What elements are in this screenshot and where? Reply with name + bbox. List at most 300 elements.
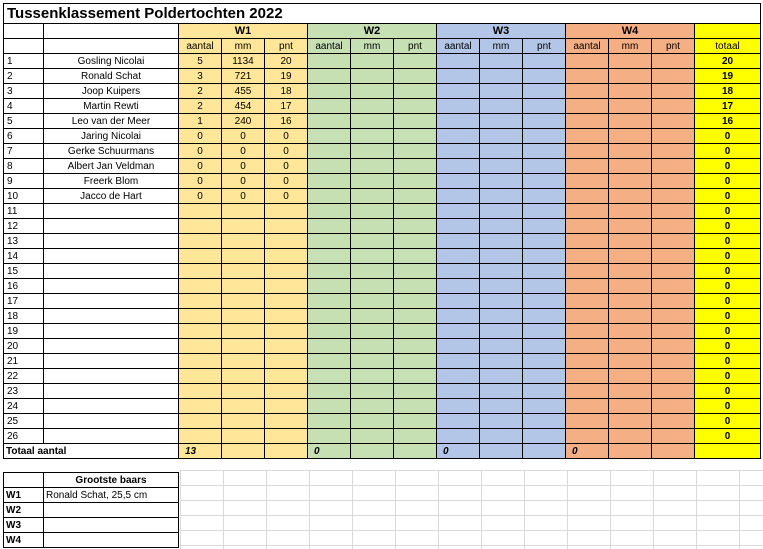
name-cell[interactable] bbox=[44, 294, 179, 309]
week-cell[interactable] bbox=[523, 69, 566, 84]
week-cell[interactable] bbox=[351, 339, 394, 354]
week-cell[interactable] bbox=[566, 54, 609, 69]
week-cell[interactable] bbox=[351, 309, 394, 324]
w1-aantal-cell[interactable] bbox=[179, 249, 222, 264]
week-cell[interactable] bbox=[609, 129, 652, 144]
w1-pnt-cell[interactable] bbox=[265, 249, 308, 264]
total-w4[interactable]: 0 bbox=[566, 444, 609, 459]
name-cell[interactable] bbox=[44, 279, 179, 294]
totaal-cell[interactable]: 0 bbox=[695, 144, 761, 159]
w1-pnt-cell[interactable]: 17 bbox=[265, 99, 308, 114]
w1-aantal-cell[interactable] bbox=[179, 204, 222, 219]
w1-aantal-cell[interactable] bbox=[179, 414, 222, 429]
rank-cell[interactable]: 24 bbox=[4, 399, 44, 414]
week-cell[interactable] bbox=[394, 339, 437, 354]
rank-cell[interactable]: 1 bbox=[4, 54, 44, 69]
w1-pnt-cell[interactable]: 0 bbox=[265, 159, 308, 174]
week-cell[interactable] bbox=[609, 324, 652, 339]
rank-cell[interactable]: 11 bbox=[4, 204, 44, 219]
week-cell[interactable] bbox=[652, 249, 695, 264]
totaal-cell[interactable]: 0 bbox=[695, 264, 761, 279]
w1-aantal-cell[interactable]: 2 bbox=[179, 99, 222, 114]
week-cell[interactable] bbox=[609, 339, 652, 354]
week-cell[interactable] bbox=[308, 129, 351, 144]
week-cell[interactable] bbox=[308, 219, 351, 234]
week-cell[interactable] bbox=[652, 279, 695, 294]
week-cell[interactable] bbox=[351, 354, 394, 369]
w1-aantal-cell[interactable]: 0 bbox=[179, 159, 222, 174]
week-cell[interactable] bbox=[609, 54, 652, 69]
week-cell[interactable] bbox=[351, 99, 394, 114]
totaal-cell[interactable]: 0 bbox=[695, 414, 761, 429]
week-cell[interactable] bbox=[609, 429, 652, 444]
totaal-cell[interactable]: 18 bbox=[695, 84, 761, 99]
week-cell[interactable] bbox=[523, 189, 566, 204]
week-cell[interactable] bbox=[437, 144, 480, 159]
week-cell[interactable] bbox=[652, 384, 695, 399]
week-cell[interactable] bbox=[308, 324, 351, 339]
week-cell[interactable] bbox=[308, 144, 351, 159]
week-cell[interactable] bbox=[566, 414, 609, 429]
w1-mm-cell[interactable]: 455 bbox=[222, 84, 265, 99]
week-cell[interactable] bbox=[523, 54, 566, 69]
totaal-cell[interactable]: 0 bbox=[695, 384, 761, 399]
name-cell[interactable]: Gosling Nicolai bbox=[44, 54, 179, 69]
week-cell[interactable] bbox=[652, 99, 695, 114]
week-cell[interactable] bbox=[566, 84, 609, 99]
week-cell[interactable] bbox=[609, 279, 652, 294]
week-cell[interactable] bbox=[480, 129, 523, 144]
week-cell[interactable] bbox=[609, 294, 652, 309]
week-cell[interactable] bbox=[652, 219, 695, 234]
week-cell[interactable] bbox=[308, 84, 351, 99]
week-cell[interactable] bbox=[394, 414, 437, 429]
week-cell[interactable] bbox=[609, 309, 652, 324]
w1-pnt-cell[interactable]: 20 bbox=[265, 54, 308, 69]
w1-aantal-cell[interactable] bbox=[179, 429, 222, 444]
totaal-cell[interactable]: 0 bbox=[695, 174, 761, 189]
week-cell[interactable] bbox=[566, 204, 609, 219]
rank-cell[interactable]: 17 bbox=[4, 294, 44, 309]
w1-mm-cell[interactable] bbox=[222, 414, 265, 429]
w1-mm-cell[interactable]: 454 bbox=[222, 99, 265, 114]
week-cell[interactable] bbox=[394, 324, 437, 339]
w1-aantal-cell[interactable] bbox=[179, 279, 222, 294]
week-cell[interactable] bbox=[523, 294, 566, 309]
week-cell[interactable] bbox=[308, 54, 351, 69]
totaal-cell[interactable]: 19 bbox=[695, 69, 761, 84]
w1-mm-cell[interactable] bbox=[222, 234, 265, 249]
w1-mm-cell[interactable] bbox=[222, 249, 265, 264]
week-cell[interactable] bbox=[523, 414, 566, 429]
week-cell[interactable] bbox=[394, 294, 437, 309]
week-cell[interactable] bbox=[652, 264, 695, 279]
week-cell[interactable] bbox=[523, 264, 566, 279]
week-cell[interactable] bbox=[609, 84, 652, 99]
w1-pnt-cell[interactable] bbox=[265, 369, 308, 384]
week-cell[interactable] bbox=[566, 129, 609, 144]
week-cell[interactable] bbox=[523, 309, 566, 324]
biggest-value[interactable] bbox=[44, 518, 179, 533]
week-cell[interactable] bbox=[394, 429, 437, 444]
week-cell[interactable] bbox=[652, 114, 695, 129]
week-cell[interactable] bbox=[394, 129, 437, 144]
week-cell[interactable] bbox=[609, 114, 652, 129]
totaal-cell[interactable]: 0 bbox=[695, 399, 761, 414]
week-cell[interactable] bbox=[480, 294, 523, 309]
name-cell[interactable] bbox=[44, 369, 179, 384]
week-cell[interactable] bbox=[308, 99, 351, 114]
week-cell[interactable] bbox=[566, 429, 609, 444]
w1-mm-cell[interactable] bbox=[222, 354, 265, 369]
rank-cell[interactable]: 15 bbox=[4, 264, 44, 279]
week-cell[interactable] bbox=[437, 54, 480, 69]
week-cell[interactable] bbox=[394, 264, 437, 279]
week-cell[interactable] bbox=[437, 279, 480, 294]
week-cell[interactable] bbox=[308, 189, 351, 204]
total-w1[interactable]: 13 bbox=[179, 444, 222, 459]
total-w2[interactable]: 0 bbox=[308, 444, 351, 459]
w1-aantal-cell[interactable] bbox=[179, 354, 222, 369]
rank-cell[interactable]: 20 bbox=[4, 339, 44, 354]
w1-aantal-cell[interactable] bbox=[179, 339, 222, 354]
week-cell[interactable] bbox=[480, 219, 523, 234]
name-cell[interactable] bbox=[44, 354, 179, 369]
week-cell[interactable] bbox=[523, 354, 566, 369]
w1-pnt-cell[interactable] bbox=[265, 264, 308, 279]
week-cell[interactable] bbox=[480, 174, 523, 189]
week-cell[interactable] bbox=[394, 249, 437, 264]
rank-cell[interactable]: 16 bbox=[4, 279, 44, 294]
week-cell[interactable] bbox=[480, 234, 523, 249]
week-cell[interactable] bbox=[566, 399, 609, 414]
week-cell[interactable] bbox=[351, 69, 394, 84]
week-cell[interactable] bbox=[652, 69, 695, 84]
week-cell[interactable] bbox=[394, 219, 437, 234]
rank-cell[interactable]: 26 bbox=[4, 429, 44, 444]
w1-mm-cell[interactable] bbox=[222, 324, 265, 339]
week-cell[interactable] bbox=[652, 159, 695, 174]
name-cell[interactable] bbox=[44, 399, 179, 414]
rank-cell[interactable]: 6 bbox=[4, 129, 44, 144]
week-cell[interactable] bbox=[308, 339, 351, 354]
week-cell[interactable] bbox=[308, 234, 351, 249]
w1-mm-cell[interactable]: 240 bbox=[222, 114, 265, 129]
week-cell[interactable] bbox=[523, 369, 566, 384]
week-cell[interactable] bbox=[652, 429, 695, 444]
totaal-cell[interactable]: 0 bbox=[695, 369, 761, 384]
w1-aantal-cell[interactable]: 2 bbox=[179, 84, 222, 99]
week-cell[interactable] bbox=[566, 144, 609, 159]
week-cell[interactable] bbox=[437, 159, 480, 174]
week-cell[interactable] bbox=[437, 384, 480, 399]
biggest-week[interactable]: W4 bbox=[4, 533, 44, 548]
week-cell[interactable] bbox=[609, 414, 652, 429]
week-cell[interactable] bbox=[437, 84, 480, 99]
name-cell[interactable]: Freerk Blom bbox=[44, 174, 179, 189]
week-cell[interactable] bbox=[394, 234, 437, 249]
week-cell[interactable] bbox=[652, 144, 695, 159]
totaal-cell[interactable]: 0 bbox=[695, 279, 761, 294]
totaal-cell[interactable]: 0 bbox=[695, 129, 761, 144]
name-cell[interactable] bbox=[44, 219, 179, 234]
week-cell[interactable] bbox=[652, 339, 695, 354]
week-cell[interactable] bbox=[308, 174, 351, 189]
w1-mm-cell[interactable] bbox=[222, 339, 265, 354]
week-cell[interactable] bbox=[609, 174, 652, 189]
week-cell[interactable] bbox=[480, 69, 523, 84]
week-cell[interactable] bbox=[437, 339, 480, 354]
name-cell[interactable] bbox=[44, 264, 179, 279]
week-cell[interactable] bbox=[566, 174, 609, 189]
w1-aantal-cell[interactable]: 0 bbox=[179, 129, 222, 144]
name-cell[interactable] bbox=[44, 204, 179, 219]
week-cell[interactable] bbox=[437, 174, 480, 189]
w1-aantal-cell[interactable]: 5 bbox=[179, 54, 222, 69]
week-cell[interactable] bbox=[351, 159, 394, 174]
w1-mm-cell[interactable]: 0 bbox=[222, 129, 265, 144]
w1-pnt-cell[interactable] bbox=[265, 204, 308, 219]
week-cell[interactable] bbox=[351, 174, 394, 189]
week-cell[interactable] bbox=[394, 144, 437, 159]
week-cell[interactable] bbox=[523, 234, 566, 249]
week-cell[interactable] bbox=[351, 234, 394, 249]
totaal-cell[interactable]: 0 bbox=[695, 324, 761, 339]
week-cell[interactable] bbox=[609, 234, 652, 249]
rank-cell[interactable]: 19 bbox=[4, 324, 44, 339]
w1-pnt-cell[interactable]: 0 bbox=[265, 189, 308, 204]
totaal-cell[interactable]: 0 bbox=[695, 234, 761, 249]
w1-mm-cell[interactable] bbox=[222, 264, 265, 279]
name-cell[interactable] bbox=[44, 429, 179, 444]
week-cell[interactable] bbox=[480, 339, 523, 354]
week-cell[interactable] bbox=[437, 414, 480, 429]
w1-aantal-cell[interactable] bbox=[179, 369, 222, 384]
week-cell[interactable] bbox=[480, 414, 523, 429]
week-cell[interactable] bbox=[523, 84, 566, 99]
rank-cell[interactable]: 2 bbox=[4, 69, 44, 84]
rank-cell[interactable]: 21 bbox=[4, 354, 44, 369]
w1-pnt-cell[interactable] bbox=[265, 219, 308, 234]
week-cell[interactable] bbox=[351, 249, 394, 264]
week-cell[interactable] bbox=[308, 309, 351, 324]
week-cell[interactable] bbox=[351, 324, 394, 339]
week-cell[interactable] bbox=[394, 354, 437, 369]
week-cell[interactable] bbox=[652, 399, 695, 414]
week-cell[interactable] bbox=[308, 279, 351, 294]
w1-mm-cell[interactable] bbox=[222, 309, 265, 324]
w1-pnt-cell[interactable] bbox=[265, 234, 308, 249]
w1-aantal-cell[interactable] bbox=[179, 219, 222, 234]
week-cell[interactable] bbox=[523, 249, 566, 264]
name-cell[interactable] bbox=[44, 414, 179, 429]
week-cell[interactable] bbox=[652, 84, 695, 99]
w1-aantal-cell[interactable]: 1 bbox=[179, 114, 222, 129]
week-cell[interactable] bbox=[480, 189, 523, 204]
week-cell[interactable] bbox=[609, 99, 652, 114]
week-cell[interactable] bbox=[609, 204, 652, 219]
week-cell[interactable] bbox=[437, 429, 480, 444]
week-cell[interactable] bbox=[437, 114, 480, 129]
w1-aantal-cell[interactable] bbox=[179, 294, 222, 309]
week-cell[interactable] bbox=[394, 69, 437, 84]
w1-pnt-cell[interactable] bbox=[265, 354, 308, 369]
week-cell[interactable] bbox=[437, 249, 480, 264]
week-cell[interactable] bbox=[609, 399, 652, 414]
week-cell[interactable] bbox=[308, 294, 351, 309]
week-cell[interactable] bbox=[437, 219, 480, 234]
week-cell[interactable] bbox=[394, 204, 437, 219]
w1-mm-cell[interactable]: 1134 bbox=[222, 54, 265, 69]
week-cell[interactable] bbox=[609, 384, 652, 399]
week-cell[interactable] bbox=[437, 264, 480, 279]
w1-mm-cell[interactable]: 0 bbox=[222, 159, 265, 174]
week-cell[interactable] bbox=[566, 324, 609, 339]
week-cell[interactable] bbox=[652, 309, 695, 324]
week-cell[interactable] bbox=[394, 99, 437, 114]
week-cell[interactable] bbox=[652, 369, 695, 384]
rank-cell[interactable]: 22 bbox=[4, 369, 44, 384]
week-cell[interactable] bbox=[523, 159, 566, 174]
week-cell[interactable] bbox=[652, 204, 695, 219]
week-cell[interactable] bbox=[566, 354, 609, 369]
biggest-week[interactable]: W3 bbox=[4, 518, 44, 533]
week-cell[interactable] bbox=[523, 324, 566, 339]
totaal-cell[interactable]: 0 bbox=[695, 339, 761, 354]
week-cell[interactable] bbox=[437, 189, 480, 204]
w1-pnt-cell[interactable]: 18 bbox=[265, 84, 308, 99]
totaal-cell[interactable]: 0 bbox=[695, 354, 761, 369]
w1-pnt-cell[interactable]: 0 bbox=[265, 129, 308, 144]
week-cell[interactable] bbox=[437, 204, 480, 219]
w1-pnt-cell[interactable] bbox=[265, 294, 308, 309]
w1-aantal-cell[interactable]: 0 bbox=[179, 174, 222, 189]
week-cell[interactable] bbox=[394, 309, 437, 324]
week-cell[interactable] bbox=[437, 324, 480, 339]
week-cell[interactable] bbox=[437, 99, 480, 114]
week-cell[interactable] bbox=[480, 84, 523, 99]
week-cell[interactable] bbox=[394, 279, 437, 294]
biggest-week[interactable]: W1 bbox=[4, 488, 44, 503]
w1-mm-cell[interactable]: 0 bbox=[222, 189, 265, 204]
week-cell[interactable] bbox=[609, 189, 652, 204]
rank-cell[interactable]: 14 bbox=[4, 249, 44, 264]
week-cell[interactable] bbox=[480, 384, 523, 399]
week-cell[interactable] bbox=[437, 369, 480, 384]
week-cell[interactable] bbox=[523, 384, 566, 399]
w1-mm-cell[interactable]: 721 bbox=[222, 69, 265, 84]
week-cell[interactable] bbox=[308, 159, 351, 174]
week-cell[interactable] bbox=[351, 369, 394, 384]
week-cell[interactable] bbox=[351, 204, 394, 219]
week-cell[interactable] bbox=[609, 159, 652, 174]
week-cell[interactable] bbox=[652, 354, 695, 369]
week-cell[interactable] bbox=[351, 129, 394, 144]
week-cell[interactable] bbox=[652, 129, 695, 144]
total-w3[interactable]: 0 bbox=[437, 444, 480, 459]
week-cell[interactable] bbox=[480, 144, 523, 159]
rank-cell[interactable]: 13 bbox=[4, 234, 44, 249]
w1-pnt-cell[interactable]: 19 bbox=[265, 69, 308, 84]
week-cell[interactable] bbox=[351, 294, 394, 309]
name-cell[interactable]: Ronald Schat bbox=[44, 69, 179, 84]
week-cell[interactable] bbox=[566, 309, 609, 324]
week-cell[interactable] bbox=[609, 69, 652, 84]
week-cell[interactable] bbox=[437, 129, 480, 144]
name-cell[interactable]: Jaring Nicolai bbox=[44, 129, 179, 144]
week-cell[interactable] bbox=[652, 414, 695, 429]
week-cell[interactable] bbox=[523, 429, 566, 444]
week-cell[interactable] bbox=[351, 84, 394, 99]
week-cell[interactable] bbox=[351, 384, 394, 399]
week-cell[interactable] bbox=[480, 264, 523, 279]
week-cell[interactable] bbox=[480, 204, 523, 219]
week-cell[interactable] bbox=[523, 204, 566, 219]
w1-mm-cell[interactable] bbox=[222, 429, 265, 444]
totaal-cell[interactable]: 17 bbox=[695, 99, 761, 114]
week-cell[interactable] bbox=[523, 99, 566, 114]
week-cell[interactable] bbox=[523, 219, 566, 234]
week-cell[interactable] bbox=[437, 309, 480, 324]
name-cell[interactable]: Martin Rewti bbox=[44, 99, 179, 114]
totaal-cell[interactable]: 0 bbox=[695, 429, 761, 444]
week-cell[interactable] bbox=[652, 189, 695, 204]
week-cell[interactable] bbox=[523, 129, 566, 144]
week-cell[interactable] bbox=[566, 249, 609, 264]
week-cell[interactable] bbox=[523, 399, 566, 414]
week-cell[interactable] bbox=[351, 414, 394, 429]
week-cell[interactable] bbox=[437, 69, 480, 84]
week-cell[interactable] bbox=[609, 219, 652, 234]
w1-aantal-cell[interactable] bbox=[179, 399, 222, 414]
week-cell[interactable] bbox=[351, 279, 394, 294]
week-cell[interactable] bbox=[394, 384, 437, 399]
week-cell[interactable] bbox=[308, 249, 351, 264]
biggest-value[interactable] bbox=[44, 533, 179, 548]
rank-cell[interactable]: 10 bbox=[4, 189, 44, 204]
w1-mm-cell[interactable] bbox=[222, 294, 265, 309]
week-cell[interactable] bbox=[480, 114, 523, 129]
week-cell[interactable] bbox=[566, 264, 609, 279]
week-cell[interactable] bbox=[609, 264, 652, 279]
name-cell[interactable] bbox=[44, 234, 179, 249]
w1-aantal-cell[interactable] bbox=[179, 309, 222, 324]
rank-cell[interactable]: 18 bbox=[4, 309, 44, 324]
week-cell[interactable] bbox=[308, 429, 351, 444]
w1-aantal-cell[interactable]: 0 bbox=[179, 144, 222, 159]
name-cell[interactable]: Joop Kuipers bbox=[44, 84, 179, 99]
week-cell[interactable] bbox=[308, 414, 351, 429]
w1-aantal-cell[interactable] bbox=[179, 324, 222, 339]
biggest-value[interactable] bbox=[44, 503, 179, 518]
week-cell[interactable] bbox=[523, 339, 566, 354]
w1-aantal-cell[interactable]: 0 bbox=[179, 189, 222, 204]
week-cell[interactable] bbox=[480, 324, 523, 339]
week-cell[interactable] bbox=[523, 174, 566, 189]
week-cell[interactable] bbox=[652, 54, 695, 69]
rank-cell[interactable]: 5 bbox=[4, 114, 44, 129]
w1-mm-cell[interactable] bbox=[222, 279, 265, 294]
w1-aantal-cell[interactable]: 3 bbox=[179, 69, 222, 84]
week-cell[interactable] bbox=[566, 279, 609, 294]
rank-cell[interactable]: 25 bbox=[4, 414, 44, 429]
week-cell[interactable] bbox=[480, 249, 523, 264]
totaal-cell[interactable]: 0 bbox=[695, 189, 761, 204]
week-cell[interactable] bbox=[480, 309, 523, 324]
w1-pnt-cell[interactable] bbox=[265, 429, 308, 444]
w1-pnt-cell[interactable] bbox=[265, 384, 308, 399]
week-cell[interactable] bbox=[437, 234, 480, 249]
